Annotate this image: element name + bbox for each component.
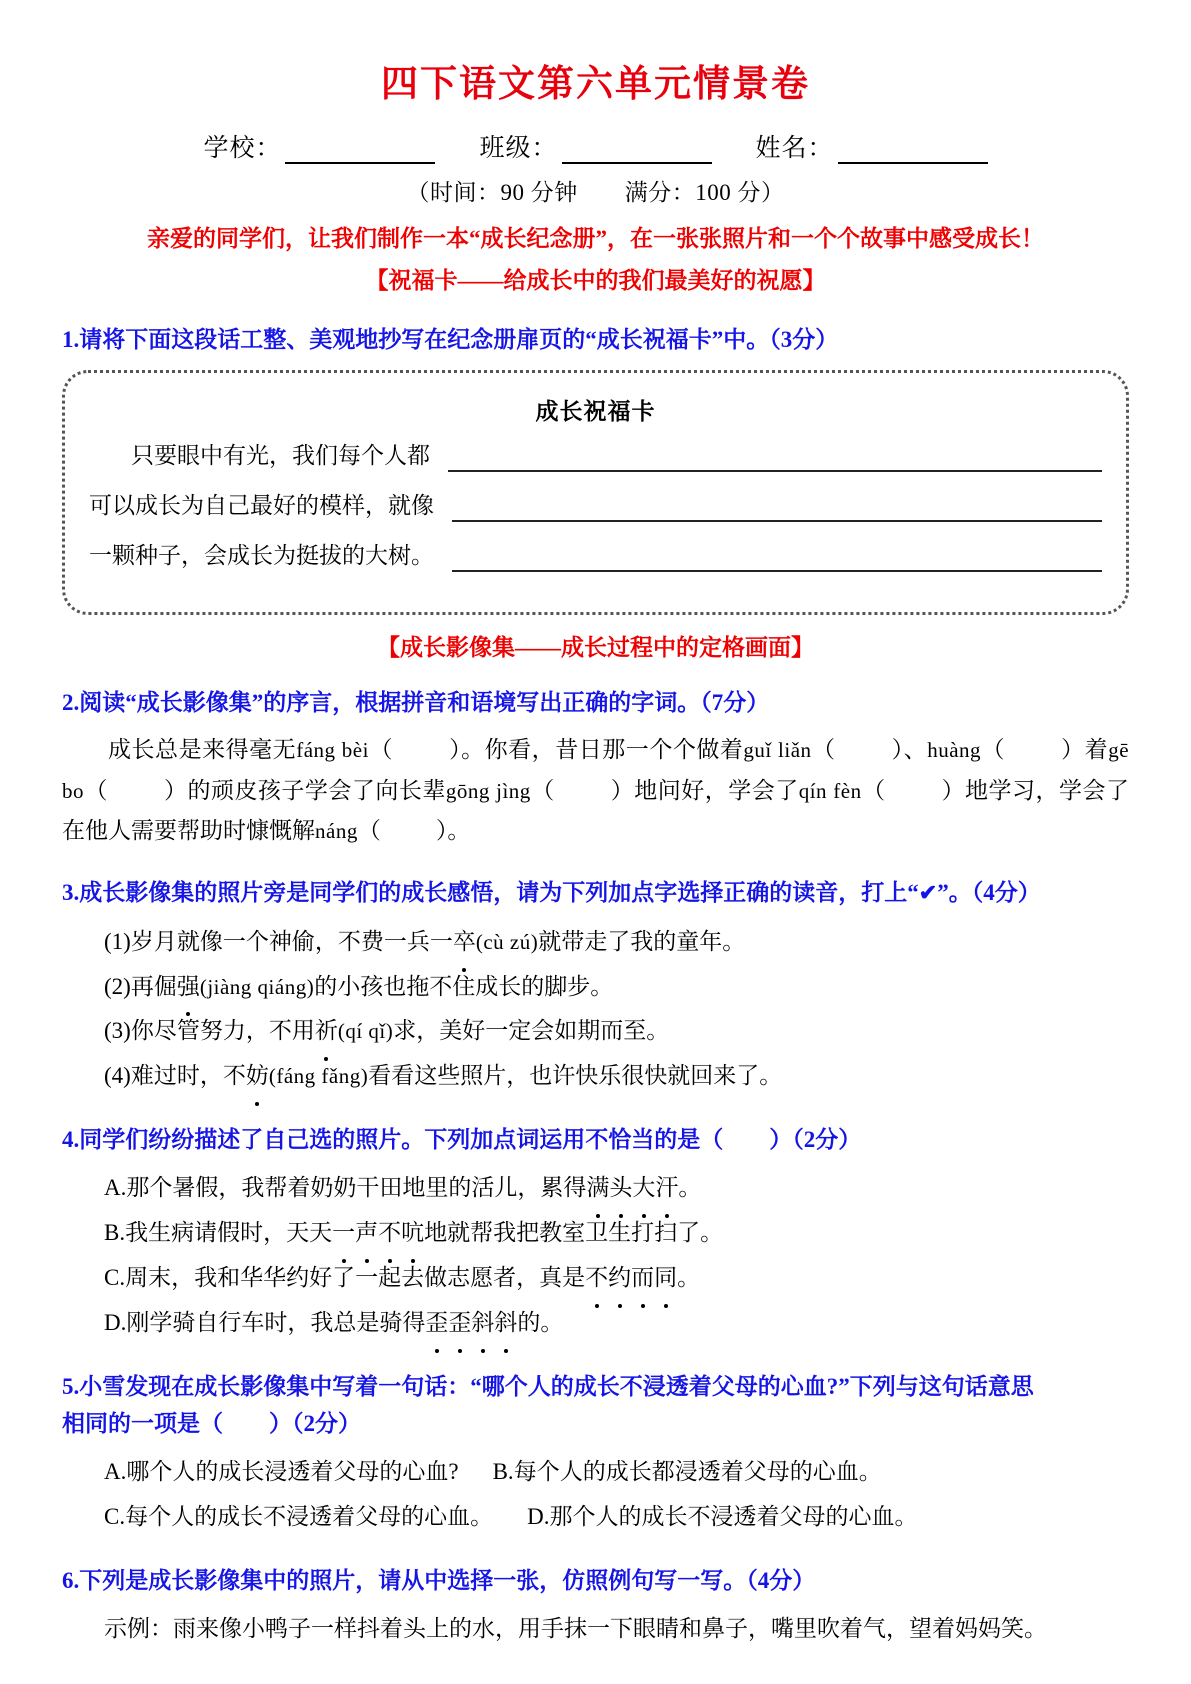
blessing-card-title: 成长祝福卡 xyxy=(535,398,656,424)
section-head-blessing-card: 【祝福卡——给成长中的我们最美好的祝愿】 xyxy=(365,267,826,293)
dotted-char: 不 xyxy=(585,1256,608,1301)
q3-item-2-post: 的小孩也拖不住成长的脚步。 xyxy=(314,973,614,999)
student-identity-row xyxy=(62,128,1129,164)
q3-item-2-pre: 再倔 xyxy=(130,973,177,999)
q4-option-d-post: 的。 xyxy=(517,1309,564,1335)
q2-blank-4[interactable]: （ xyxy=(84,777,164,803)
dotted-char: 声 xyxy=(355,1211,378,1256)
q4-option-d-pre: 刚学骑自行车时，我总是骑得 xyxy=(126,1309,426,1335)
section-head-photo-album: 【成长影像集——成长过程中的定格画面】 xyxy=(377,635,814,661)
writing-rule-3[interactable] xyxy=(452,550,1102,572)
q3-item-1-pinyin-options[interactable]: (cù zú) xyxy=(475,929,539,954)
question-5-stem xyxy=(62,1368,1129,1443)
q3-stem-part-a: 3.成长影像集的照片旁是同学们的成长感悟，请为下列加点字选择正确的读音，打上“ xyxy=(62,880,919,906)
q4-option-a-post: 。 xyxy=(678,1175,702,1201)
q5-option-a-label: A. xyxy=(104,1459,127,1485)
q2-blank-1[interactable]: （ xyxy=(368,736,450,762)
q3-item-1-dotted-char: 卒 xyxy=(453,920,476,965)
q5-option-b-label: B. xyxy=(492,1459,514,1485)
question-3-stem xyxy=(62,874,1129,911)
school-field[interactable] xyxy=(203,128,435,164)
time-and-score: （时间：90 分钟 满分：100 分） xyxy=(406,180,785,206)
q3-item-4-pinyin-options[interactable]: (fáng fǎng) xyxy=(268,1064,369,1089)
dotted-char: 大 xyxy=(632,1166,655,1211)
dotted-char: 满 xyxy=(586,1166,609,1211)
blessing-card xyxy=(62,370,1129,616)
writing-rule-1[interactable] xyxy=(448,450,1102,472)
q2-pinyin-2: guǐ liǎn xyxy=(743,737,812,762)
dotted-char: 歪 xyxy=(425,1301,448,1346)
q2-blank-3[interactable]: （ xyxy=(981,736,1062,762)
q4-option-d-label: D. xyxy=(104,1309,127,1335)
name-blank[interactable] xyxy=(838,136,988,164)
name-label: 姓名： xyxy=(755,135,834,163)
class-field[interactable] xyxy=(479,128,711,164)
dotted-char: 同 xyxy=(654,1256,677,1301)
dotted-char: 一 xyxy=(332,1211,355,1256)
class-label: 班级： xyxy=(479,135,558,163)
question-3-item-4 xyxy=(62,1054,1129,1099)
q2-pinyin-4: gē bo xyxy=(62,737,1130,803)
question-5-stem-line-2: 相同的一项是（ ）（2分） xyxy=(62,1410,361,1436)
question-2-stem: 2.阅读“成长影像集”的序言，根据拼音和语境写出正确的字词。（7分） xyxy=(62,690,770,716)
check-mark-icon: ✔ xyxy=(918,880,938,906)
dotted-char: 吭 xyxy=(401,1211,424,1256)
question-5-options-row-2 xyxy=(62,1495,1129,1540)
q2-text-7: ）地学习，学会了在他人需要帮助时慷慨解 xyxy=(62,777,1130,844)
q5-option-c-text[interactable]: 每个人的成长不浸透着父母的心血。 xyxy=(125,1504,494,1529)
q3-item-2-dotted-char: 强 xyxy=(177,965,200,1010)
q3-item-2-pinyin-options[interactable]: (jiàng qiáng) xyxy=(199,974,315,999)
class-blank[interactable] xyxy=(562,136,712,164)
q3-item-4-pre: 难过时，不 xyxy=(130,1063,246,1089)
school-blank[interactable] xyxy=(285,136,435,164)
dotted-char: 歪 xyxy=(448,1301,471,1346)
q2-pinyin-5: gōng jìng xyxy=(445,778,531,803)
q3-item-1-post: 就带走了我的童年。 xyxy=(538,928,746,954)
q2-text-3: ）、 xyxy=(891,736,928,762)
blessing-card-line-1 xyxy=(89,440,1102,472)
q5-option-b-text[interactable]: 每个人的成长都浸透着父母的心血。 xyxy=(513,1459,882,1485)
blessing-card-line-2 xyxy=(89,490,1102,522)
q3-item-4-num: (4) xyxy=(104,1063,131,1089)
dotted-char: 而 xyxy=(631,1256,654,1301)
q5-option-a-text[interactable]: 哪个人的成长浸透着父母的心血? xyxy=(126,1459,459,1485)
q4-option-c-dotted-word xyxy=(585,1265,677,1290)
q4-option-b-dotted-word xyxy=(332,1220,424,1245)
q4-option-c-post: 。 xyxy=(677,1264,701,1290)
q5-option-d-label: D. xyxy=(527,1504,550,1529)
name-field[interactable] xyxy=(756,128,988,164)
writing-rule-2[interactable] xyxy=(452,500,1102,522)
q3-item-1-pre: 岁月就像一个神偷，不费一兵一 xyxy=(130,928,453,954)
blessing-card-text-1: 只要眼中有光，我们每个人都 xyxy=(131,442,430,468)
bottom-spacer xyxy=(62,1652,1129,1662)
question-5-stem-line-1: 5.小雪发现在成长影像集中写着一句话：“哪个人的成长不浸透着父母的心血?”下列与这句话意思 xyxy=(62,1373,1034,1399)
q2-blank-7[interactable]: （ xyxy=(357,818,436,844)
question-3-item-3 xyxy=(62,1009,1129,1054)
dotted-char: 约 xyxy=(608,1256,631,1301)
question-6-example: 示例：雨来像小鸭子一样抖着头上的水，用手抹一下眼睛和鼻子，嘴里吹着气，望着妈妈笑。 xyxy=(104,1616,1047,1642)
q3-item-3-pinyin-options[interactable]: (qí qǐ) xyxy=(337,1019,394,1044)
q2-pinyin-3: huàng xyxy=(927,737,982,762)
q2-text-4: ）着 xyxy=(1061,736,1109,762)
q3-item-3-dotted-char: 祈 xyxy=(315,1009,338,1054)
q2-text-2: ）。你看，昔日那一个个做着 xyxy=(449,736,744,762)
q2-blank-5[interactable]: （ xyxy=(530,777,611,803)
q4-option-a-label: A. xyxy=(104,1175,127,1201)
q2-pinyin-1: fáng bèi xyxy=(296,737,369,762)
q2-text-5: ）的顽皮孩子学会了向长辈 xyxy=(163,777,446,803)
q2-text-6: ）地问好，学会了 xyxy=(610,777,799,803)
q3-item-1-num: (1) xyxy=(104,928,131,954)
question-3-item-1 xyxy=(62,920,1129,965)
dotted-char: 斜 xyxy=(471,1301,494,1346)
q2-pinyin-7: náng xyxy=(315,819,358,844)
question-4-option-b[interactable] xyxy=(62,1211,1129,1256)
question-4-option-c[interactable] xyxy=(62,1256,1129,1301)
intro-banner: 亲爱的同学们，让我们制作一本“成长纪念册”，在一张张照片和一个个故事中感受成长！ xyxy=(147,226,1044,252)
q4-option-c-pre: 周末，我和华华约好了一起去做志愿者，真是 xyxy=(125,1264,586,1290)
q4-option-b-label: B. xyxy=(104,1220,126,1246)
dotted-char: 汗 xyxy=(655,1166,678,1211)
question-1-stem: 1.请将下面这段话工整、美观地抄写在纪念册扉页的“成长祝福卡”中。（3分） xyxy=(62,326,839,352)
q3-item-3-num: (3) xyxy=(104,1018,131,1044)
q4-option-a-dotted-word xyxy=(586,1175,678,1200)
dotted-char: 不 xyxy=(378,1211,401,1256)
q2-pinyin-6: qín fèn xyxy=(798,778,862,803)
q3-item-3-post: 求，美好一定会如期而至。 xyxy=(393,1018,670,1044)
question-6-stem: 6.下列是成长影像集中的照片，请从中选择一张，仿照例句写一写。（4分） xyxy=(62,1567,816,1593)
question-4-stem: 4.同学们纷纷描述了自己选的照片。下列加点词运用不恰当的是（ ）（2分） xyxy=(62,1127,862,1153)
blessing-card-line-3 xyxy=(89,540,1102,572)
q4-option-c-label: C. xyxy=(104,1264,126,1290)
q2-text-8: ）。 xyxy=(435,818,471,844)
blessing-card-text-2: 可以成长为自己最好的模样，就像 xyxy=(89,492,434,518)
question-4-option-a[interactable] xyxy=(62,1166,1129,1211)
question-3-item-2 xyxy=(62,965,1129,1010)
page-title: 四下语文第六单元情景卷 xyxy=(381,64,810,105)
q2-blank-6[interactable]: （ xyxy=(861,777,942,803)
question-2-body xyxy=(62,730,1129,853)
q4-option-b-post: 地就帮我把教室卫生打扫了。 xyxy=(424,1220,724,1246)
dotted-char: 斜 xyxy=(494,1301,517,1346)
q3-item-2-num: (2) xyxy=(104,973,131,999)
q3-item-3-pre: 你尽管努力，不用 xyxy=(130,1018,315,1044)
q4-option-b-pre: 我生病请假时，天天 xyxy=(125,1220,333,1246)
q2-text-1: 成长总是来得毫无 xyxy=(108,736,297,762)
q3-item-4-post: 看看这些照片，也许快乐很快就回来了。 xyxy=(368,1063,783,1089)
school-label: 学校： xyxy=(203,135,282,163)
dotted-char: 头 xyxy=(609,1166,632,1211)
q3-item-4-dotted-char: 妨 xyxy=(246,1054,269,1099)
q4-option-d-dotted-word xyxy=(425,1310,517,1335)
q3-stem-part-b: ”。（4分） xyxy=(937,880,1041,906)
q2-blank-2[interactable]: （ xyxy=(811,736,892,762)
q4-option-a-pre: 那个暑假，我帮着奶奶干田地里的活儿，累得 xyxy=(126,1175,587,1201)
q5-option-c-label: C. xyxy=(104,1504,126,1529)
q5-option-d-text[interactable]: 那个人的成长不浸透着父母的心血。 xyxy=(549,1504,918,1529)
question-5-options-row-1 xyxy=(62,1450,1129,1495)
blessing-card-text-3: 一颗种子，会成长为挺拔的大树。 xyxy=(89,543,434,569)
